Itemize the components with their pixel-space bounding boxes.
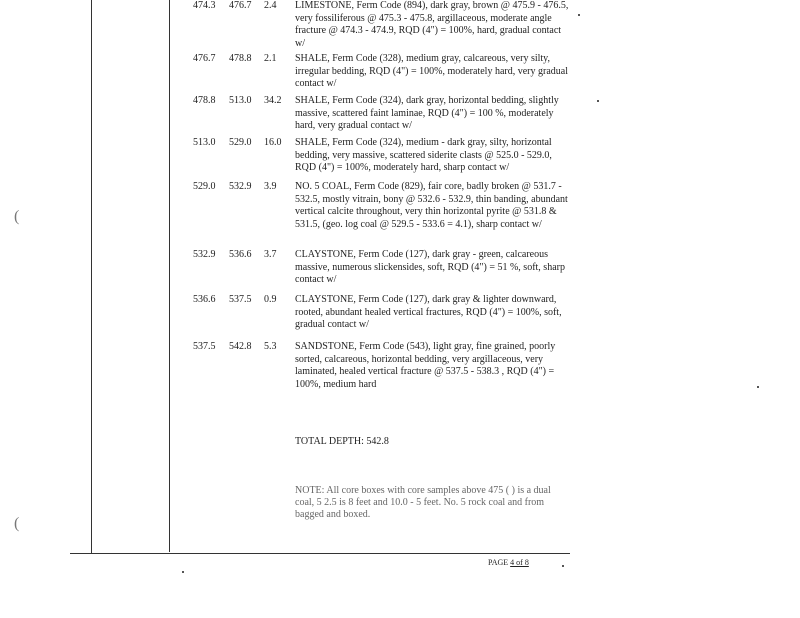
thickness: 0.9: [264, 294, 277, 305]
from-depth: 474.3: [193, 0, 216, 11]
column-divider-line: [169, 0, 170, 552]
bottom-border-line: [70, 553, 570, 554]
lithology-description: SHALE, Ferm Code (324), dark gray, horizontal bedding, slightly massive, scattered faint laminae, RQD (4") = 100 %, moderately hard, very gradual contact w/: [295, 95, 559, 131]
from-depth: 478.8: [193, 95, 216, 106]
punch-hole-mark: (: [14, 208, 20, 225]
lithology-description: SHALE, Ferm Code (328), medium gray, calcareous, very silty, irregular bedding, RQD (4") = 100%, moderately hard, very gradual contact w/: [295, 53, 568, 89]
lithology-description: LIMESTONE, Ferm Code (894), dark gray, brown @ 475.9 - 476.5, very fossiliferous @ 475.3 - 475.8, argillaceous, moderate angle fracture @ 474.3 - 474.9, RQD (4") = 100%, hard, gradual contact w/: [295, 0, 569, 49]
scan-speck: [562, 565, 564, 567]
thickness: 34.2: [264, 95, 282, 106]
footnote: NOTE: All core boxes with core samples above 475 ( ) is a dual coal, 5 2.5 is 8 feet and 10.0 - 5 feet. No. 5 rock coal and from bagged and boxed.: [295, 485, 551, 520]
from-depth: 513.0: [193, 137, 216, 148]
from-depth: 536.6: [193, 294, 216, 305]
to-depth: 537.5: [229, 294, 252, 305]
to-depth: 542.8: [229, 341, 252, 352]
punch-hole-mark: (: [14, 515, 20, 532]
scan-speck: [757, 386, 759, 388]
lithology-description: SANDSTONE, Ferm Code (543), light gray, fine grained, poorly sorted, calcareous, horizontal bedding, very argillaceous, very laminated, healed vertical fracture @ 537.5 - 538.3 , RQD (4") = 100%, medium hard: [295, 341, 556, 390]
to-depth: 536.6: [229, 249, 252, 260]
from-depth: 529.0: [193, 181, 216, 192]
lithology-description: CLAYSTONE, Ferm Code (127), dark gray - green, calcareous massive, numerous slickensides, soft, RQD (4") = 51 %, soft, sharp contact w/: [295, 249, 565, 285]
thickness: 3.9: [264, 181, 277, 192]
from-depth: 537.5: [193, 341, 216, 352]
left-border-line: [91, 0, 92, 554]
scan-speck: [578, 14, 580, 16]
to-depth: 478.8: [229, 53, 252, 64]
thickness: 2.1: [264, 53, 277, 64]
lithology-description: NO. 5 COAL, Ferm Code (829), fair core, badly broken @ 531.7 - 532.5, mostly vitrain, bony @ 532.6 - 532.9, thin banding, abundant vertical calcite throughout, very thin horizontal pyrite @ 531.8 & 531.5, (geo. log coal @ 529.5 - 533.6 = 4.1), sharp contact w/: [295, 181, 568, 230]
page-label: PAGE: [488, 558, 509, 567]
thickness: 5.3: [264, 341, 277, 352]
scan-speck: [182, 571, 184, 573]
to-depth: 532.9: [229, 181, 252, 192]
to-depth: 529.0: [229, 137, 252, 148]
to-depth: 513.0: [229, 95, 252, 106]
scan-speck: [597, 100, 599, 102]
thickness: 2.4: [264, 0, 277, 11]
thickness: 3.7: [264, 249, 277, 260]
thickness: 16.0: [264, 137, 282, 148]
page-count: 4 of 8: [510, 558, 529, 567]
page-number: [488, 558, 529, 567]
to-depth: 476.7: [229, 0, 252, 11]
lithology-description: SHALE, Ferm Code (324), medium - dark gray, silty, horizontal bedding, very massive, scattered siderite clasts @ 525.0 - 529.0, RQD (4") = 100%, moderately hard, sharp contact w/: [295, 137, 552, 173]
total-depth: TOTAL DEPTH: 542.8: [295, 436, 389, 447]
from-depth: 532.9: [193, 249, 216, 260]
from-depth: 476.7: [193, 53, 216, 64]
lithology-description: CLAYSTONE, Ferm Code (127), dark gray & lighter downward, rooted, abundant healed vertical fractures, RQD (4") = 100%, soft, gradual contact w/: [295, 294, 562, 330]
